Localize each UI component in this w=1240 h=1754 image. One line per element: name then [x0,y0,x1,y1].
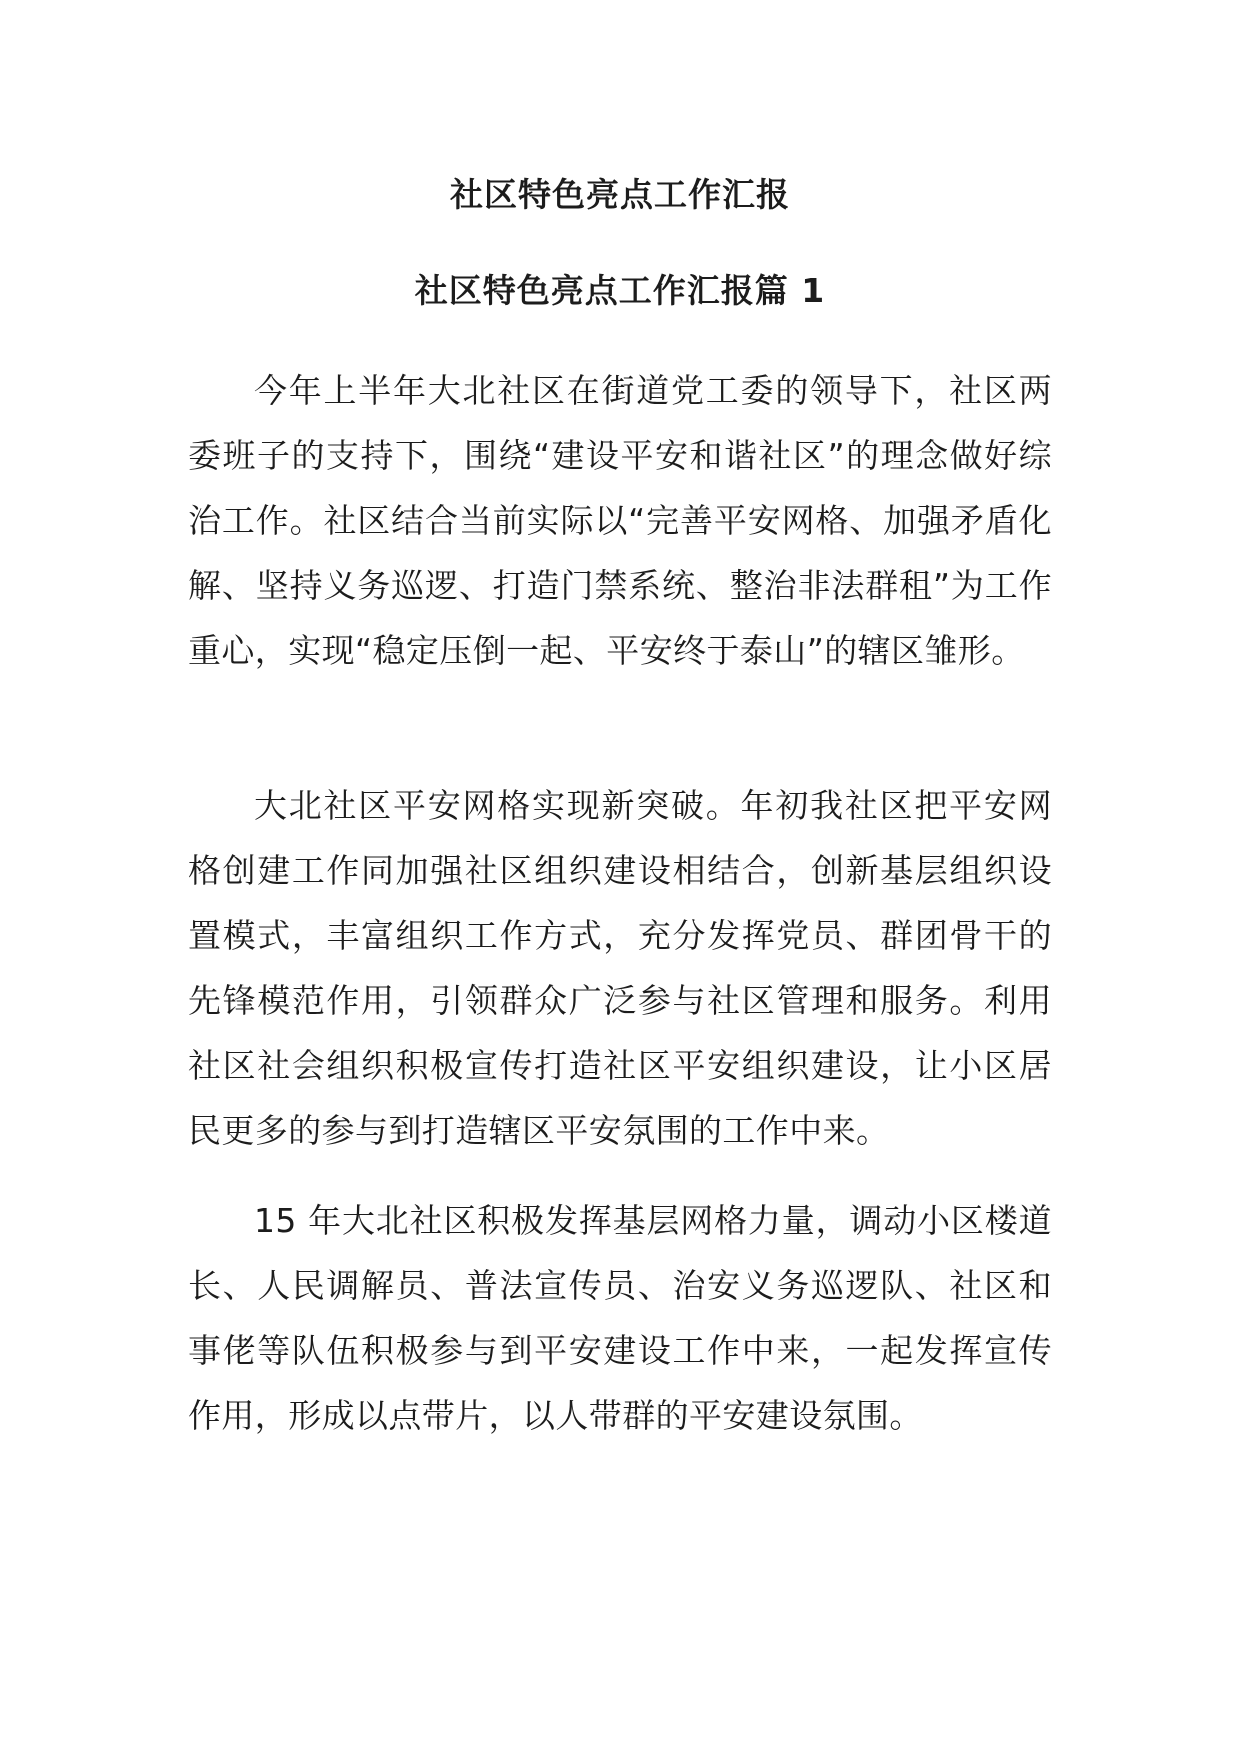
document-title: 社区特色亮点工作汇报 [450,175,790,214]
paragraph-2: 大北社区平安网格实现新突破。年初我社区把平安网格创建工作同加强社区组织建设相结合，创新基层组织设置模式，丰富组织工作方式，充分发挥党员、群团骨干的先锋模范作用，引领群众广泛参与社区管理和服务。利用社区社会组织积极宣传打造社区平安组织建设，让小区居民更多的参与到打造辖区平安氛围的工作中来。 [188,786,1052,1150]
paragraph-1: 今年上半年大北社区在街道党工委的领导下，社区两委班子的支持下，围绕“建设平安和谐社区”的理念做好综治工作。社区结合当前实际以“完善平安网格、加强矛盾化解、坚持义务巡逻、打造门禁系统、整治非法群租”为工作重心，实现“稳定压倒一起、平安终于泰山”的辖区雏形。 [188,371,1052,670]
document-subtitle: 社区特色亮点工作汇报篇 1 [414,271,826,310]
paragraph-3: 15 年大北社区积极发挥基层网格力量，调动小区楼道长、人民调解员、普法宣传员、治安义务巡逻队、社区和事佬等队伍积极参与到平安建设工作中来，一起发挥宣传作用，形成以点带片，以人带群的平安建设氛围。 [188,1201,1052,1435]
